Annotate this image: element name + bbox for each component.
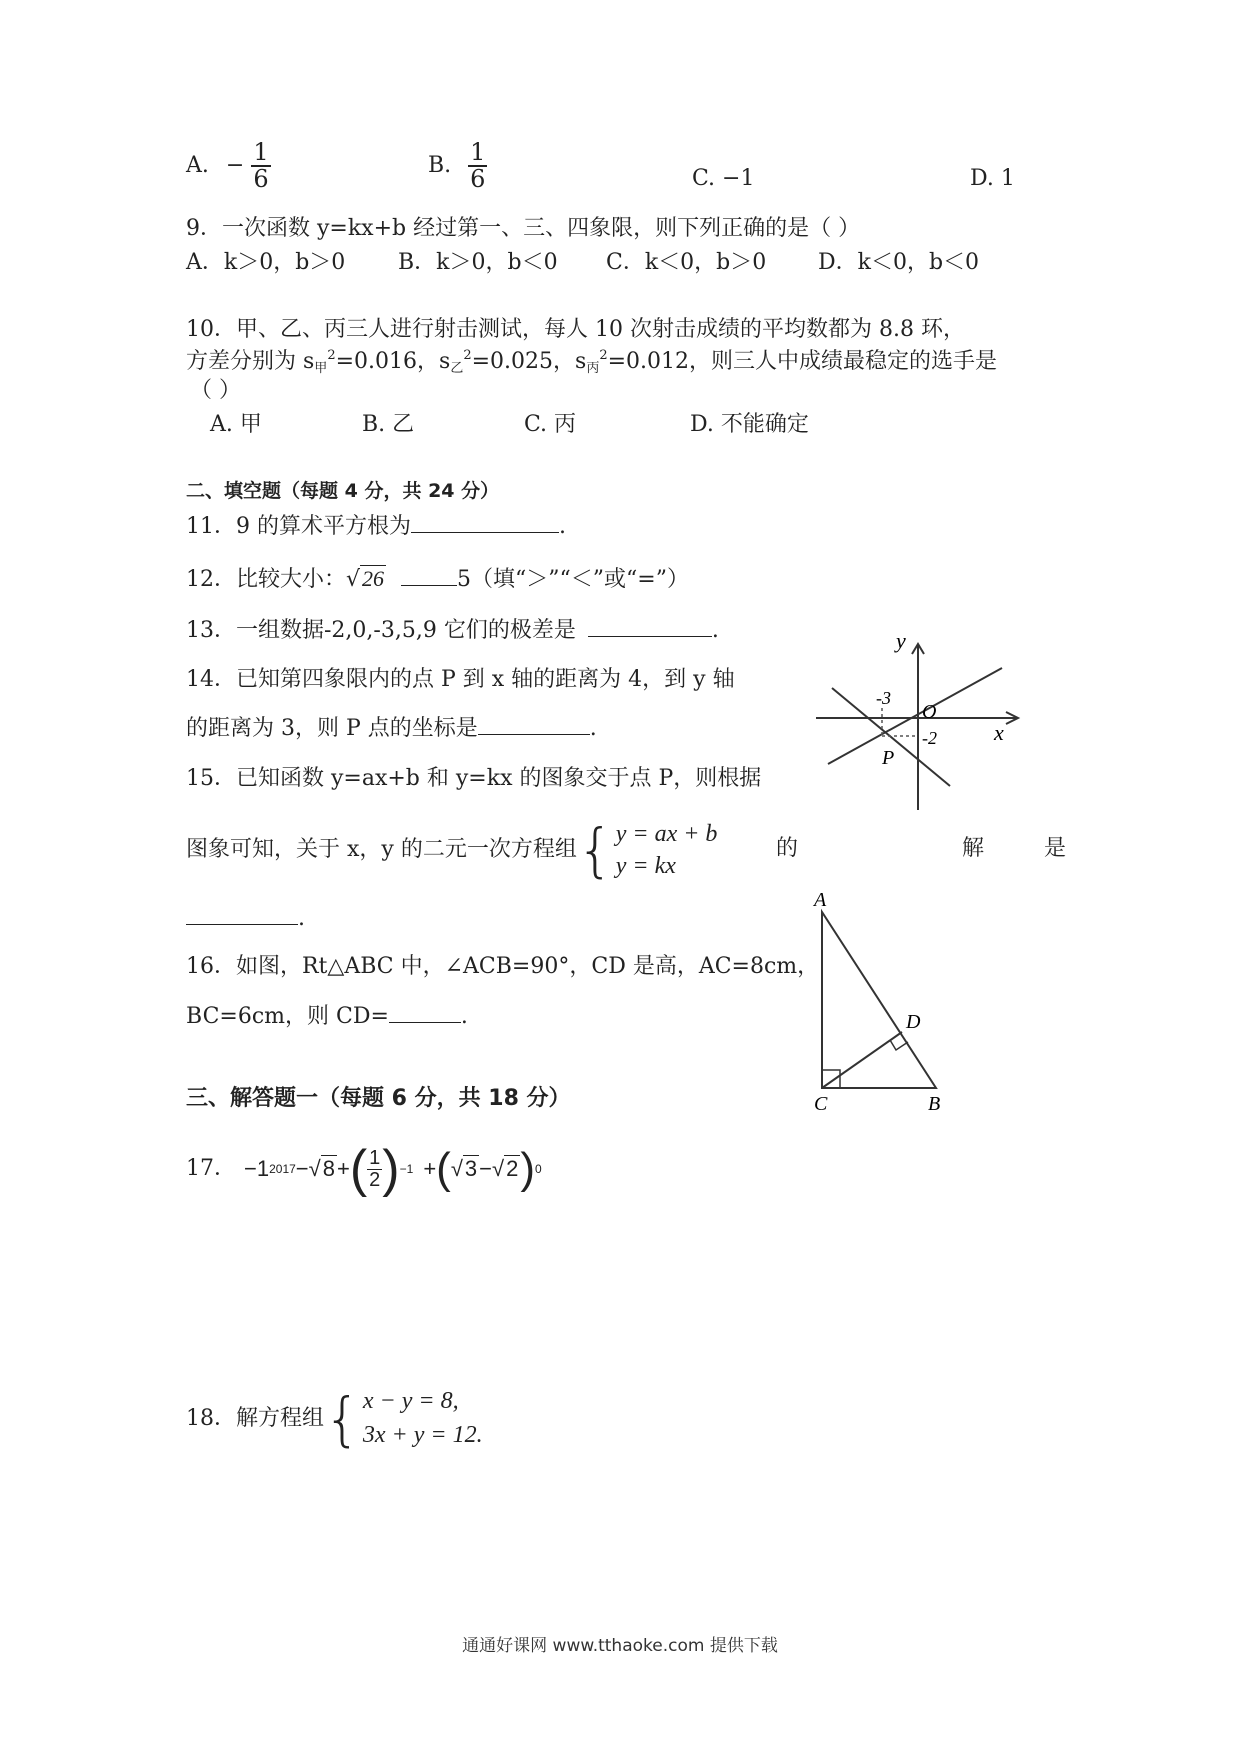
q13: 13．一组数据-2,0,-3,5,9 它们的极差是 . (186, 618, 719, 643)
q10-option-a: A. 甲 (210, 412, 262, 437)
system-brace: { (324, 1385, 361, 1453)
radicand: 26 (362, 566, 385, 591)
sqrt-symbol: √ (450, 1155, 463, 1181)
origin-label: O (922, 701, 937, 723)
vertex-a-label: A (814, 889, 827, 911)
q14-line1: 14．已知第四象限内的点 P 到 x 轴的距离为 4，到 y 轴 (186, 667, 735, 692)
q8-option-a (186, 140, 271, 192)
option-label: A. (186, 153, 209, 179)
numerator: 1 (253, 138, 269, 166)
q15-word-shi: 是 (1044, 836, 1067, 861)
line-y-kx (828, 668, 1002, 764)
answer-blank (478, 716, 590, 735)
vertex-b-label: B (928, 1093, 941, 1115)
answer-blank (411, 514, 559, 533)
left-paren: ( (349, 1139, 368, 1198)
q11: 11．9 的算术平方根为 . (186, 514, 566, 539)
question-number: 17． (186, 1155, 236, 1181)
q15-line1: 15．已知函数 y=ax+b 和 y=kx 的图象交于点 P，则根据 (186, 766, 762, 791)
q17-expression: 17． −1 2017 − √ 8 + ( $\frac{1}{2}$ ) −1 + ( √ 3 − √ 2 ) 0 (186, 1134, 542, 1204)
triangle-abc (822, 912, 936, 1088)
sqrt-symbol: √ (308, 1155, 321, 1181)
minus-sign: − (225, 153, 245, 179)
q10-answer-paren: （ ） (190, 378, 241, 403)
q9-option-d: D．k＜0，b＜0 (818, 250, 980, 275)
q10-option-b: B. 乙 (362, 412, 415, 437)
q15-word-de: 的 (776, 836, 799, 861)
q10-line2: 方差分别为 $s_甲^2=0.016$，$s_乙^2=0.025$，$s_丙^2=0.012$，则三人中成绩最稳定的选手是 (186, 348, 998, 376)
answer-blank (389, 1004, 461, 1023)
fraction (251, 140, 270, 192)
section2-title: 二、填空题（每题 4 分，共 24 分） (186, 480, 500, 502)
system-brace: { (576, 816, 614, 884)
left-paren: ( (436, 1143, 451, 1193)
q15-line2: 图象可知，关于 x，y 的二元一次方程组 { y = ax + b y = kx (186, 816, 718, 884)
radicand: 8 (322, 1156, 335, 1182)
q14-line2: 的距离为 3，则 P 点的坐标是 . (186, 716, 597, 741)
equation-system: x − y = 8, 3x + y = 12. (362, 1388, 483, 1448)
q16-line1: 16．如图，Rt△ABC 中，∠ACB=90°，CD 是高，AC=8cm， (186, 954, 820, 979)
linear-functions-graph (810, 632, 1030, 814)
y-axis-label: y (896, 632, 906, 653)
q9-stem: 9．一次函数 y=kx+b 经过第一、三、四象限，则下列正确的是（ ） (186, 216, 861, 241)
superscript: 2 (463, 348, 472, 363)
point-d-label: D (906, 1011, 921, 1033)
subscript: 乙 (450, 361, 464, 376)
q10-line1: 10．甲、乙、丙三人进行射击测试，每人 10 次射击成绩的平均数都为 8.8 环， (186, 317, 965, 342)
superscript: 2 (327, 348, 336, 363)
superscript: 2 (599, 348, 608, 363)
q9-option-a: A．k＞0，b＞0 (186, 250, 346, 275)
q18: 18．解方程组 { x − y = 8, 3x + y = 12. (186, 1385, 483, 1453)
q15-line3: . (186, 906, 305, 932)
section3-title: 三、解答题一（每题 6 分，共 18 分） (186, 1086, 571, 1111)
tick-label-neg3: -3 (876, 688, 891, 708)
q10-option-c: C. 丙 (524, 412, 577, 437)
radicand: 2 (506, 1156, 519, 1182)
right-paren: ) (382, 1139, 400, 1198)
answer-blank (588, 618, 712, 637)
q10-option-d: D. 不能确定 (690, 412, 809, 437)
exponent: 0 (535, 1161, 542, 1176)
x-axis-label: x (994, 720, 1004, 745)
denominator: 6 (253, 165, 269, 194)
equation-system: y = ax + b y = kx (615, 820, 718, 879)
subscript: 丙 (586, 361, 600, 376)
q12: 12．比较大小：√26 5（填“＞”“＜”或“=”） (186, 566, 689, 592)
answer-blank (186, 906, 298, 925)
fraction (468, 140, 487, 192)
vertex-c-label: C (814, 1093, 828, 1115)
right-triangle-figure (810, 884, 960, 1120)
numerator: 1 (470, 138, 486, 166)
sqrt-symbol: √ (346, 567, 361, 592)
exponent: −1 (399, 1161, 414, 1176)
q9-option-b: B．k＞0，b＜0 (398, 250, 558, 275)
q9-option-c: C．k＜0，b＞0 (606, 250, 767, 275)
subscript: 甲 (314, 361, 328, 376)
option-label: B. (428, 153, 452, 179)
denominator: 6 (470, 165, 486, 194)
q8-option-c: C. −1 (692, 166, 755, 191)
exponent: 2017 (269, 1161, 296, 1176)
footer-text: 通通好课网 www.tthaoke.com 提供下载 (462, 1636, 778, 1656)
sqrt-symbol: √ (492, 1155, 505, 1181)
answer-blank (401, 567, 457, 586)
radicand: 3 (464, 1156, 478, 1182)
q8-option-b (428, 140, 487, 192)
point-p-label: P (882, 747, 895, 769)
q16-line2: BC=6cm，则 CD= . (186, 1004, 468, 1029)
fraction-half: $\frac{1}{2}$ (369, 1146, 381, 1191)
q15-word-jie: 解 (962, 836, 985, 861)
q8-option-d: D. 1 (970, 166, 1015, 191)
tick-label-neg2: -2 (922, 728, 937, 748)
right-paren: ) (520, 1143, 535, 1193)
